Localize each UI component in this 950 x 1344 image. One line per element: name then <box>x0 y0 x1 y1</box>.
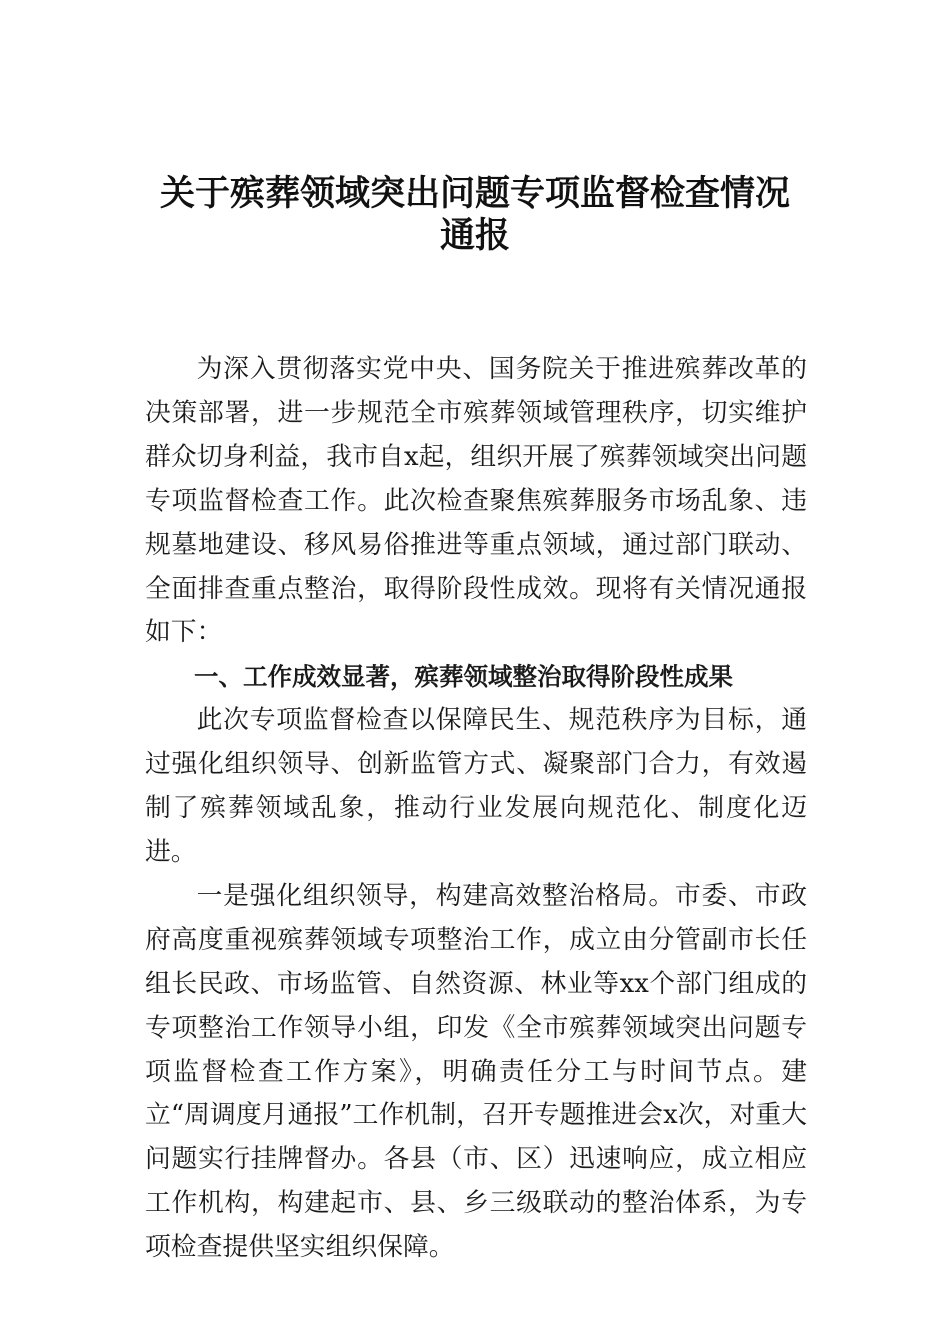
document-title-line-1: 关于殡葬领域突出问题专项监督检查情况 <box>159 173 790 214</box>
section-1-point-1-paragraph: 一是强化组织领导，构建高效整治格局。市委、市政府高度重视殡葬领域专项整治工作，成立由分管副市长任组长民政、市场监管、自然资源、林业等xx个部门组成的专项整治工作领导小组，印发《全市殡葬领域突出问题专项监督检查工作方案》，明确责任分工与时间节点。建立“周调度月通报”工作机制，召开专题推进会x次，对重大问题实行挂牌督办。各县（市、区）迅速响应，成立相应工作机构，构建起市、县、乡三级联动的整治体系，为专项检查提供坚实组织保障。 <box>145 880 807 1263</box>
section-heading-1: 一、工作成效显著，殡葬领域整治取得阶段性成果 <box>194 662 733 692</box>
document-body <box>145 348 807 1270</box>
intro-paragraph: 为深入贯彻落实党中央、国务院关于推进殡葬改革的决策部署，进一步规范全市殡葬领域管理秩序，切实维护群众切身利益，我市自x起，组织开展了殡葬领域突出问题专项监督检查工作。此次检查聚焦殡葬服务市场乱象、违规墓地建设、移风易俗推进等重点领域，通过部门联动、全面排查重点整治，取得阶段性成效。现将有关情况通报如下： <box>145 354 807 648</box>
document-title-line-2: 通报 <box>439 215 510 256</box>
section-1-paragraph: 此次专项监督检查以保障民生、规范秩序为目标，通过强化组织领导、创新监管方式、凝聚部门合力，有效遏制了殡葬领域乱象，推动行业发展向规范化、制度化迈进。 <box>145 705 807 867</box>
